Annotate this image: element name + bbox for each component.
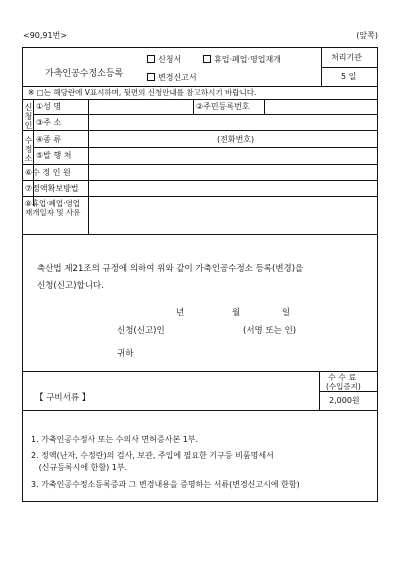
- option-application[interactable]: [147, 55, 181, 64]
- form-title: 가축인공수정소등록: [45, 69, 124, 79]
- divider: [23, 180, 377, 181]
- required-documents-header: 【 구비서류 】: [35, 393, 91, 403]
- option-change-report[interactable]: [147, 73, 197, 82]
- rrn-label: ②주민등록번호: [196, 102, 250, 111]
- agency-inner-line: [321, 67, 377, 68]
- phone-label: (전화번호): [217, 135, 255, 144]
- instruction-note: ※ □는 해당란에 V표시하며, 뒷면의 신청안내를 참고하시기 바랍니다.: [28, 88, 257, 97]
- statement-line-1: 축산법 제21조의 규정에 의하여 위와 같이 가축인공수정소 등록(변경)을: [37, 264, 304, 274]
- address-field[interactable]: [91, 117, 375, 128]
- date-year-label: 년: [176, 308, 185, 318]
- fee-label: 수 수 료: [328, 373, 357, 382]
- front-side-label: (앞쪽): [356, 31, 378, 40]
- name-field[interactable]: [91, 101, 191, 112]
- section-char: 청: [24, 112, 33, 121]
- option-label: 변경신고서: [158, 73, 197, 82]
- preservation-label: ⑦정액확보방법: [25, 184, 79, 193]
- divider: [23, 130, 377, 131]
- fee-amount: 2,000원: [329, 396, 360, 405]
- applicant-section-label: [24, 103, 33, 130]
- divider: [33, 147, 377, 148]
- inseminator-field[interactable]: [91, 167, 375, 178]
- divider: [23, 196, 377, 197]
- form-number: <90,91번>: [23, 31, 68, 40]
- type-label: ④종 류: [36, 135, 62, 144]
- option-label: 신청서: [158, 55, 182, 64]
- checkbox-icon[interactable]: [147, 55, 155, 63]
- section-char: 정: [24, 145, 33, 154]
- rrn-divider-right: [264, 99, 265, 114]
- address-label: ③주 소: [36, 118, 62, 127]
- checkbox-icon[interactable]: [203, 55, 211, 63]
- divider: [23, 371, 377, 372]
- type-field[interactable]: [91, 134, 211, 145]
- label-column-divider: [88, 99, 89, 206]
- divider: [23, 86, 377, 87]
- date-month-label: 월: [232, 308, 241, 318]
- signature-field[interactable]: [183, 325, 238, 337]
- processing-days: 5 일: [341, 72, 357, 81]
- rrn-divider-left: [193, 99, 194, 114]
- divider: [23, 99, 377, 100]
- section-char: 수: [24, 136, 33, 145]
- reason-field[interactable]: [91, 199, 375, 231]
- fee-inner-line: [319, 391, 377, 392]
- processing-agency-label: 처리기관: [331, 53, 362, 62]
- divider: [33, 114, 377, 115]
- registration-form: [22, 47, 378, 502]
- inseminator-label: ⑥수 정 인 원: [25, 168, 71, 177]
- applicant-sign-label: 신청(신고)인: [117, 326, 165, 336]
- document-item: 1. 가축인공수정사 또는 수의사 면허증사본 1부.: [31, 435, 199, 444]
- checkbox-icon[interactable]: [147, 73, 155, 81]
- reason-label: ⑧휴업·폐업·영업재개일자 및 사유: [25, 199, 81, 217]
- option-suspension[interactable]: [203, 55, 281, 64]
- signature-note: (서명 또는 인): [243, 326, 297, 336]
- divider: [23, 164, 377, 165]
- reason-divider: [88, 196, 89, 234]
- divider: [23, 234, 377, 235]
- station-section-label: [24, 136, 33, 163]
- section-char: 소: [24, 154, 33, 163]
- rrn-field[interactable]: [267, 101, 377, 112]
- statement-line-2: 신청(신고)합니다.: [37, 281, 104, 291]
- section-char: 인: [24, 121, 33, 130]
- document-item: 3. 가축인공수정소등록증과 그 변경내용을 증명하는 서류(변경신고시에 한함): [31, 480, 300, 489]
- document-item: (신규등록시에 한함) 1부.: [31, 463, 128, 472]
- fee-sub-label: (수입증지): [326, 382, 361, 391]
- location-field[interactable]: [91, 150, 375, 161]
- name-label: ①성 명: [36, 102, 62, 111]
- section-char: 신: [24, 103, 33, 112]
- date-day-label: 일: [282, 308, 291, 318]
- addressee-label: 귀하: [117, 349, 134, 359]
- document-item: 2. 정액(난자, 수정란)의 검사, 보관, 주입에 필요한 기구등 비품명세서: [31, 451, 274, 460]
- preservation-field[interactable]: [91, 183, 375, 194]
- location-label: ⑤발 행 처: [36, 151, 72, 160]
- divider: [23, 410, 377, 411]
- option-label: 휴업·폐업·영업재개: [214, 55, 281, 64]
